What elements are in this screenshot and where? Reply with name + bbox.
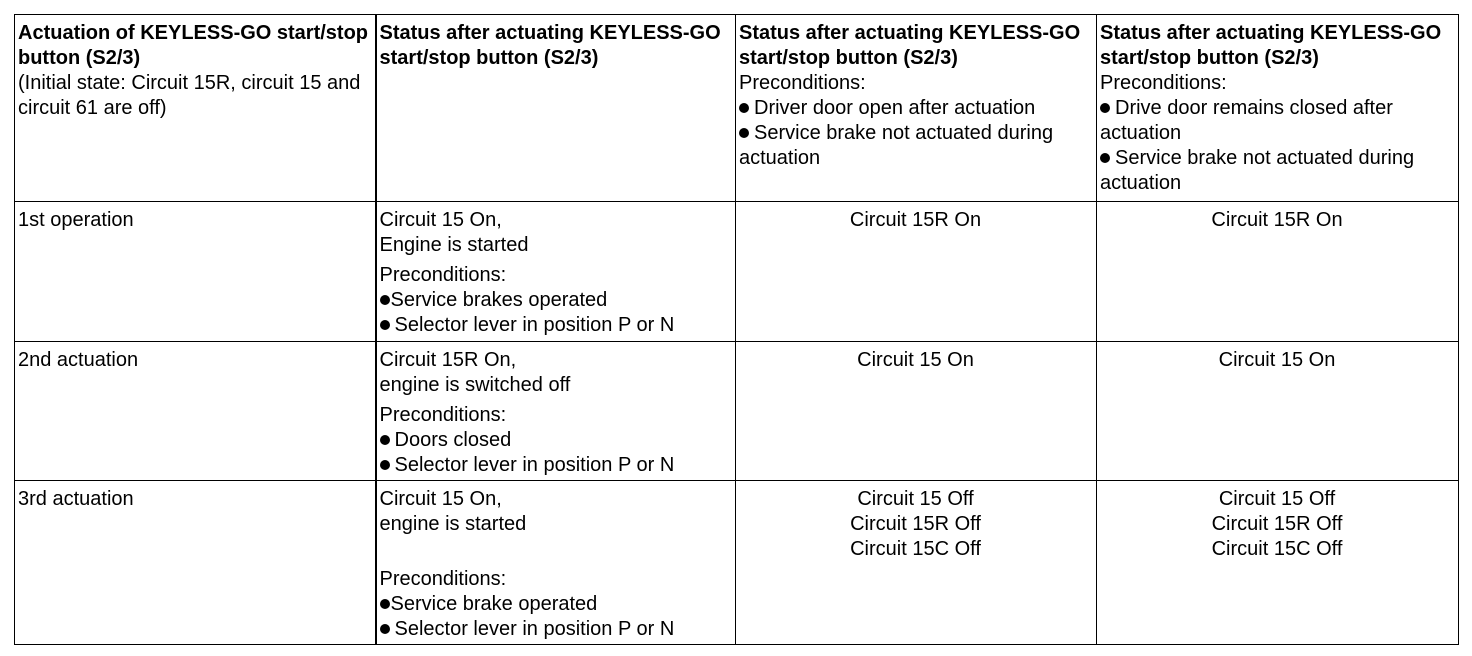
table-row <box>15 202 1459 342</box>
bullet-icon <box>380 624 390 634</box>
condition-item: Service brake not actuated during actuation <box>1100 147 1415 194</box>
header-actuation-title: Actuation of KEYLESS-GO start/stop button (S2/3) <box>18 22 369 69</box>
circuit-status-line: Circuit 15C Off <box>1211 538 1343 560</box>
status-door-closed-cell <box>1097 202 1459 342</box>
condition-item: Driver door open after actuation <box>739 96 1092 121</box>
table-row <box>15 481 1459 645</box>
circuit-status-line: Circuit 15 Off <box>857 488 974 510</box>
header-status-title: Status after actuating KEYLESS-GO start/stop button (S2/3) <box>379 22 721 69</box>
precondition-item: Service brakes operated <box>380 288 732 313</box>
status-line: Circuit 15 On, <box>379 209 502 231</box>
circuit-status-line: Circuit 15R On <box>849 209 982 231</box>
actuation-cell: 2nd actuation <box>15 342 376 481</box>
circuit-status-line: Circuit 15 Off <box>1218 488 1336 510</box>
bullet-icon <box>380 295 390 305</box>
circuit-status-line: Circuit 15C Off <box>850 538 981 560</box>
circuit-status-line: Circuit 15 On <box>1218 349 1336 371</box>
status-door-open-cell <box>736 202 1097 342</box>
status-line: engine is switched off <box>379 374 571 396</box>
bullet-icon <box>739 128 749 138</box>
precondition-item: Service brake operated <box>380 592 732 617</box>
status-door-closed-cell <box>1097 342 1459 481</box>
status-cell <box>376 342 736 481</box>
circuit-status-line: Circuit 15R Off <box>850 513 981 535</box>
actuation-cell: 1st operation <box>15 202 376 342</box>
preconditions-label: Preconditions: <box>739 72 866 94</box>
keyless-go-actuation-table <box>14 14 1459 645</box>
preconditions-label: Preconditions: <box>1100 72 1227 94</box>
header-initial-state-note: (Initial state: Circuit 15R, circuit 15 and circuit 61 are off) <box>18 72 361 119</box>
actuation-cell: 3rd actuation <box>15 481 376 645</box>
header-row <box>15 15 1459 202</box>
precondition-item: Doors closed <box>380 428 732 453</box>
table-row <box>15 342 1459 481</box>
precondition-item: Selector lever in position P or N <box>380 313 732 338</box>
bullet-icon <box>1100 103 1110 113</box>
status-door-closed-cell <box>1097 481 1459 645</box>
header-status-title: Status after actuating KEYLESS-GO start/stop button (S2/3) <box>739 22 1081 69</box>
status-door-open-cell <box>736 342 1097 481</box>
circuit-status-line: Circuit 15R On <box>1211 209 1343 231</box>
header-cell-status-door-closed <box>1097 15 1459 202</box>
bullet-icon <box>380 320 390 330</box>
circuit-status-line: Circuit 15 On <box>857 349 974 371</box>
circuit-status-line: Circuit 15R Off <box>1211 513 1343 535</box>
status-line: Circuit 15 On, <box>379 488 502 510</box>
status-cell <box>376 202 736 342</box>
bullet-icon <box>1100 153 1110 163</box>
status-cell <box>376 481 736 645</box>
header-status-title: Status after actuating KEYLESS-GO start/stop button (S2/3) <box>1100 22 1442 69</box>
condition-item: Service brake not actuated during actuation <box>739 122 1054 169</box>
condition-item: Drive door remains closed after actuation <box>1100 97 1393 144</box>
preconditions-label: Preconditions: <box>379 568 507 590</box>
preconditions-label: Preconditions: <box>379 404 507 426</box>
status-line: engine is started <box>379 513 527 535</box>
bullet-icon <box>739 103 749 113</box>
bullet-icon <box>380 435 390 445</box>
header-cell-status-door-open <box>736 15 1097 202</box>
precondition-item: Selector lever in position P or N <box>380 617 732 642</box>
preconditions-label: Preconditions: <box>379 264 507 286</box>
bullet-icon <box>380 599 390 609</box>
header-cell-actuation <box>15 15 376 202</box>
status-line: Engine is started <box>379 234 529 256</box>
precondition-item: Selector lever in position P or N <box>380 453 732 478</box>
status-line: Circuit 15R On, <box>379 349 517 371</box>
status-door-open-cell <box>736 481 1097 645</box>
header-cell-status <box>376 15 736 202</box>
bullet-icon <box>380 460 390 470</box>
